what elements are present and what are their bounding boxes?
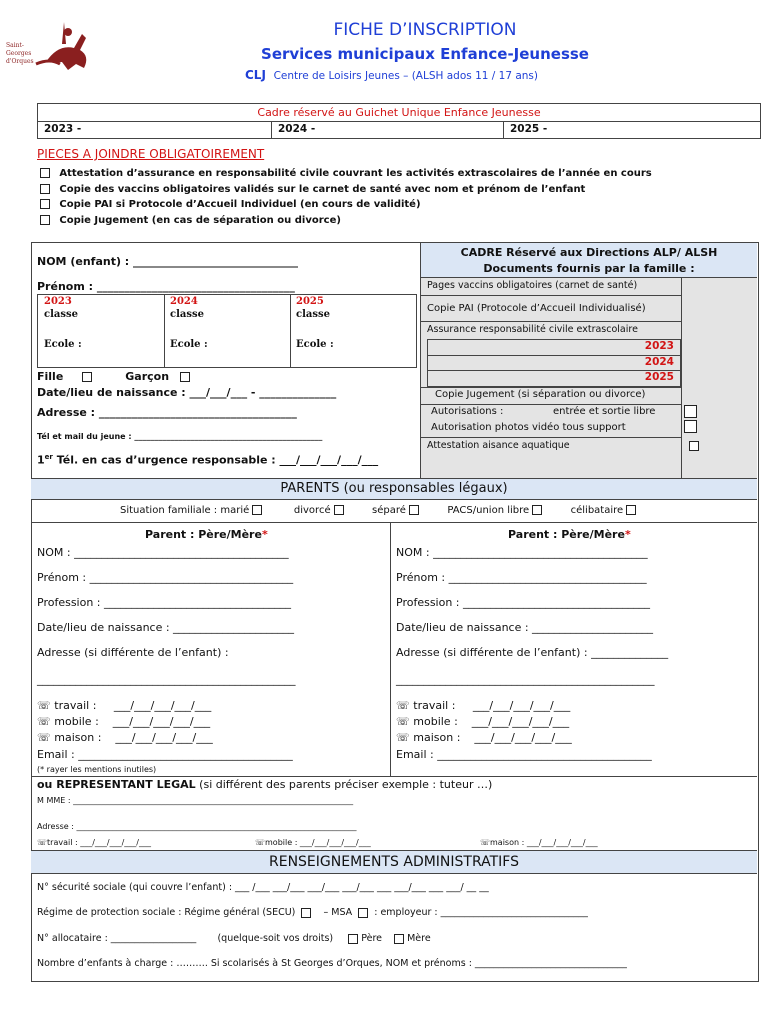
parent-left-prenom[interactable]: Prénom : _____________________________________ — [37, 571, 294, 584]
jugement-item: Copie Jugement (si séparation ou divorce) — [435, 389, 646, 400]
representant-mobile[interactable]: ☏mobile : ___/___/___/___/___ — [255, 838, 371, 847]
clj-line — [245, 68, 538, 82]
fille-checkbox[interactable] — [82, 372, 92, 382]
pieces-item: Copie des vaccins obligatoires validés sur le carnet de santé avec nom et prénom de l’enfant — [37, 182, 652, 198]
parent-left-title: Parent : Père/Mère* — [145, 528, 268, 541]
sex-row — [37, 370, 193, 383]
parent-right-adresse[interactable]: Adresse (si différente de l’enfant) : ______________ — [396, 646, 669, 659]
ecole-label: Ecole : — [44, 339, 82, 350]
page-subtitle: Services municipaux Enfance-Jeunesse — [261, 45, 589, 63]
pieces-title: PIECES A JOINDRE OBLIGATOIREMENT — [37, 147, 265, 161]
assurance-item: Assurance responsabilité civile extrascolaire — [427, 324, 638, 335]
parent-right-maison[interactable]: ☏ maison : ___/___/___/___/___ — [396, 731, 572, 744]
separe-checkbox[interactable] — [409, 505, 419, 515]
assurance-years — [427, 339, 681, 387]
entree-sortie-checkbox[interactable] — [684, 405, 697, 418]
parent-left-mobile[interactable]: ☏ mobile : ___/___/___/___/___ — [37, 715, 211, 728]
parent-right-email[interactable]: Email : _______________________________________ — [396, 748, 652, 761]
marie-checkbox[interactable] — [252, 505, 262, 515]
guichet-box — [37, 103, 761, 139]
clj-detail: Centre de Loisirs Jeunes – (ALSH ados 11 / 17 ans) — [273, 70, 539, 82]
direction-subtitle: Documents fournis par la famille : — [483, 262, 695, 275]
parent-left-nom[interactable]: NOM : _______________________________________ — [37, 546, 289, 559]
classe-label: classe — [170, 309, 204, 320]
pai-item: Copie PAI (Protocole d’Accueil Individualisé) — [427, 303, 646, 314]
ecole-label: Ecole : — [296, 339, 334, 350]
parent-left-email[interactable]: Email : _______________________________________ — [37, 748, 293, 761]
parent-left-naissance[interactable]: Date/lieu de naissance : ______________________ — [37, 621, 295, 634]
representant-adresse[interactable]: Adresse : ______________________________________________________________________ — [37, 822, 357, 831]
child-nom-field[interactable]: NOM (enfant) : ______________________________ — [37, 255, 299, 268]
checkbox[interactable] — [40, 168, 50, 178]
parent-right-adresse-line[interactable]: _______________________________________________ — [396, 673, 655, 686]
classe-label: classe — [296, 309, 330, 320]
garcon-label: Garçon — [125, 370, 170, 383]
secu-checkbox[interactable] — [301, 908, 311, 918]
guichet-year-2024: 2024 - — [278, 123, 316, 135]
mere-checkbox[interactable] — [394, 934, 404, 944]
parent-right-title: Parent : Père/Mère* — [508, 528, 631, 541]
parent-right-prenom[interactable]: Prénom : ____________________________________ — [396, 571, 647, 584]
allocataire-field[interactable]: N° allocataire : __________________ — [37, 933, 197, 944]
pieces-item: Copie PAI si Protocole d’Accueil Individuel (en cours de validité) — [37, 197, 652, 213]
representant-maison[interactable]: ☏maison : ___/___/___/___/___ — [480, 838, 598, 847]
year-2023: 2023 — [44, 296, 72, 307]
photos-checkbox[interactable] — [684, 420, 697, 433]
fille-label: Fille — [37, 370, 64, 383]
parent-left-travail[interactable]: ☏ travail : ___/___/___/___/___ — [37, 699, 212, 712]
parent-left-adresse[interactable]: Adresse (si différente de l’enfant) : — [37, 646, 229, 659]
school-years-grid — [37, 294, 417, 368]
divorce-checkbox[interactable] — [334, 505, 344, 515]
page-title: FICHE D’INSCRIPTION — [333, 20, 517, 40]
municipal-logo — [6, 14, 96, 74]
guichet-year-2025: 2025 - — [510, 123, 548, 135]
assurance-year-2023: 2023 — [644, 340, 674, 352]
rayer-note: (* rayer les mentions inutiles) — [37, 765, 157, 774]
pieces-item: Copie Jugement (en cas de séparation ou divorce) — [37, 213, 652, 229]
pieces-list — [37, 166, 652, 228]
parent-right-travail[interactable]: ☏ travail : ___/___/___/___/___ — [396, 699, 571, 712]
admin-section-title: RENSEIGNEMENTS ADMINISTRATIFS — [31, 850, 757, 874]
autorisations-label: Autorisations : — [431, 406, 504, 417]
parent-right-mobile[interactable]: ☏ mobile : ___/___/___/___/___ — [396, 715, 570, 728]
checkbox[interactable] — [40, 199, 50, 209]
secu-field[interactable]: N° sécurité sociale (qui couvre l’enfant) : ___ /___ ___/___ ___/___ ___/___ ___ ___/___ ___ ___/ __ __ — [37, 882, 489, 893]
representant-travail[interactable]: ☏travail : ___/___/___/___/___ — [37, 838, 151, 847]
parents-section-title: PARENTS (ou responsables légaux) — [31, 478, 757, 500]
representant-mmme[interactable]: M MME : ______________________________________________________________________ — [37, 796, 354, 805]
direction-title: CADRE Réservé aux Directions ALP/ ALSH — [460, 246, 718, 259]
situation-row: Situation familiale : marié divorcé séparé PACS/union libre célibataire — [120, 505, 639, 516]
entree-sortie-label: entrée et sortie libre — [553, 406, 656, 417]
celibataire-checkbox[interactable] — [626, 505, 636, 515]
child-naissance-field[interactable]: Date/lieu de naissance : ___/___/___ - ______________ — [37, 386, 337, 399]
year-2024: 2024 — [170, 296, 198, 307]
regime-row: Régime de protection sociale : Régime général (SECU) – MSA : employeur : _______________________________ — [37, 907, 588, 918]
direction-box — [420, 243, 757, 478]
urgence-field[interactable]: 1er Tél. en cas d’urgence responsable : ___/___/___/___/___ — [37, 453, 379, 467]
pere-checkbox[interactable] — [348, 934, 358, 944]
child-prenom-field[interactable]: Prénom : ____________________________________ — [37, 280, 295, 293]
checkbox[interactable] — [40, 184, 50, 194]
parent-left-adresse-line[interactable]: _______________________________________________ — [37, 673, 296, 686]
year-2025: 2025 — [296, 296, 324, 307]
vaccins-item: Pages vaccins obligatoires (carnet de santé) — [427, 280, 638, 291]
child-adresse-field[interactable]: Adresse : ____________________________________ — [37, 406, 297, 419]
child-tel-mail-field[interactable]: Tél et mail du jeune : _______________________________________________ — [37, 432, 323, 441]
clj-label: CLJ — [245, 68, 266, 82]
checkbox[interactable] — [40, 215, 50, 225]
parent-right-profession[interactable]: Profession : __________________________________ — [396, 596, 651, 609]
parent-left-profession[interactable]: Profession : __________________________________ — [37, 596, 292, 609]
enfants-field[interactable]: Nombre d’enfants à charge : ………. Si scolarisés à St Georges d’Orques, NOM et prénoms : ________________________________ — [37, 958, 627, 969]
representant-title: ou REPRESENTANT LEGAL (si différent des parents préciser exemple : tuteur …) — [37, 778, 493, 791]
logo-text: Saint-Georges d'Orques — [6, 42, 34, 65]
msa-checkbox[interactable] — [358, 908, 368, 918]
guichet-title: Cadre réservé au Guichet Unique Enfance Jeunesse — [257, 106, 541, 119]
guichet-year-2023: 2023 - — [44, 123, 82, 135]
pacs-checkbox[interactable] — [532, 505, 542, 515]
parent-right-nom[interactable]: NOM : _______________________________________ — [396, 546, 648, 559]
ecole-label: Ecole : — [170, 339, 208, 350]
parent-left-maison[interactable]: ☏ maison : ___/___/___/___/___ — [37, 731, 213, 744]
aisance-label: Attestation aisance aquatique — [427, 440, 570, 451]
assurance-year-2025: 2025 — [644, 371, 674, 383]
parent-right-naissance[interactable]: Date/lieu de naissance : ______________________ — [396, 621, 654, 634]
aisance-checkbox[interactable] — [686, 440, 702, 452]
garcon-checkbox[interactable] — [180, 372, 190, 382]
assurance-year-2024: 2024 — [644, 356, 674, 368]
allocataire-row: N° allocataire : __________________ (quelque-soit vos droits) Père Mère — [37, 933, 431, 944]
classe-label: classe — [44, 309, 78, 320]
pieces-item: Attestation d’assurance en responsabilité civile couvrant les activités extrascolaires de l’année en cours — [37, 166, 652, 182]
photos-label: Autorisation photos vidéo tous support — [431, 422, 626, 433]
employeur-field[interactable]: : employeur : _______________________________ — [374, 907, 588, 918]
